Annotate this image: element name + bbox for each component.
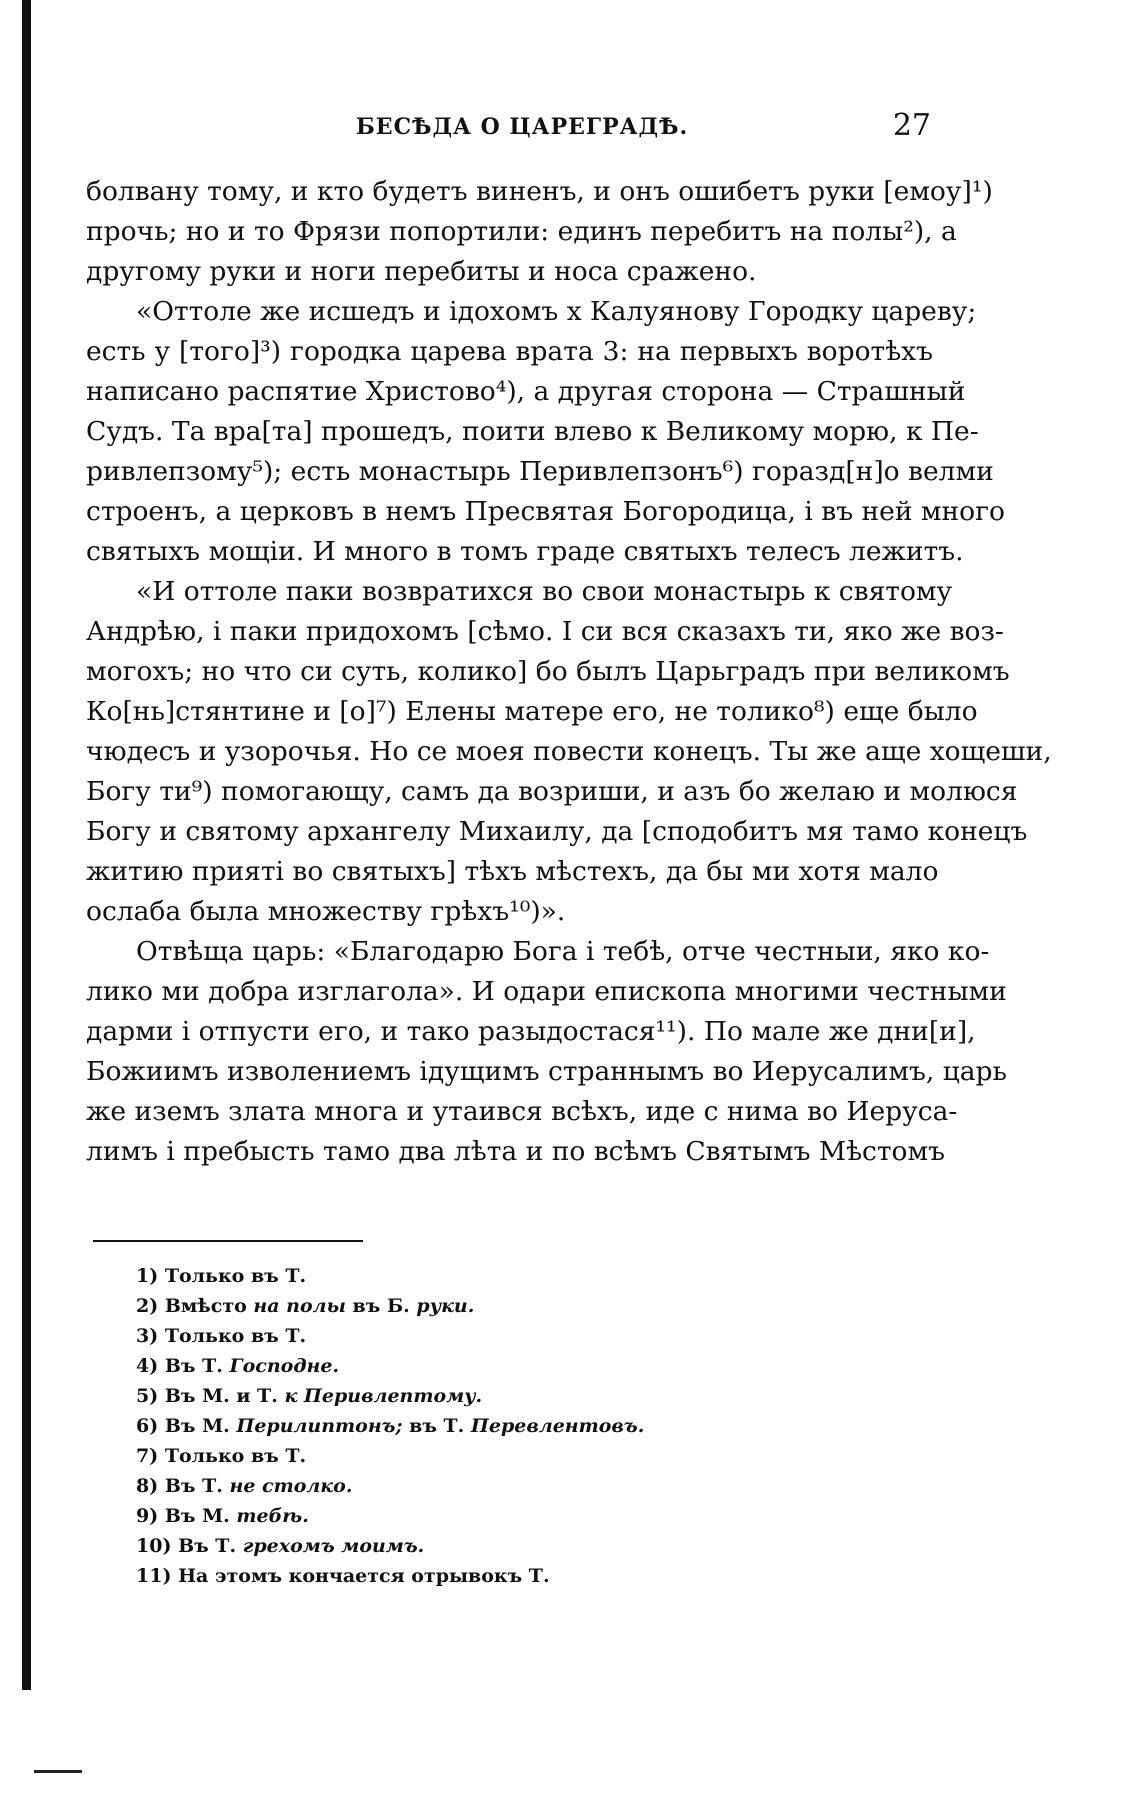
footnote-text: Въ Т. — [164, 1475, 223, 1497]
text-line: житию приятi во святыхъ] тѣхъ мѣстехъ, да бы ми хотя мало — [86, 856, 939, 887]
running-title: БЕСѢДА О ЦАРЕГРАДѢ. — [356, 114, 689, 140]
footnote — [136, 1321, 736, 1351]
footnote-separator — [93, 1240, 363, 1242]
footnote-text: въ Т. — [409, 1415, 465, 1437]
footnote-text: Только въ Т. — [164, 1265, 307, 1287]
text-line: прочь; но и то Фрязи попортили: единъ перебитъ на полы²), а — [86, 216, 957, 247]
footnote-variant: грехомъ моимъ. — [242, 1535, 425, 1557]
footnote-number: 3) — [136, 1325, 159, 1347]
text-line: Божиимъ изволениемъ ідущимъ страннымъ во Иерусалимъ, царь — [86, 1056, 1007, 1087]
footnote-text: Въ Т. — [164, 1355, 223, 1377]
text-line: написано распятие Христово⁴), а другая сторона — Страшный — [86, 376, 966, 407]
page-header — [356, 108, 931, 148]
body-text — [86, 172, 1052, 1172]
footnote-number: 6) — [136, 1415, 159, 1437]
footnote — [136, 1411, 736, 1441]
text-line: лимъ і пребысть тамо два лѣта и по всѣмъ Святымъ Мѣстомъ — [86, 1136, 945, 1167]
text-line: строенъ, а церковъ в немъ Пресвятая Богородица, і въ ней много — [86, 496, 1005, 527]
text-line: дарми і отпусти его, и тако разыдостася¹¹). По мале же дни[и], — [86, 1016, 976, 1047]
text-line: Андрѣю, і паки придохомъ [сѣмо. І си вся сказахъ ти, яко же воз- — [86, 616, 1004, 647]
text-line: же иземъ злата многа и утаився всѣхъ, иде с нима во Иеруса- — [86, 1096, 958, 1127]
footnote-variant: Перевлентовъ. — [470, 1415, 645, 1437]
text-line: ривлепзому⁵); есть монастырь Перивлепзонъ⁶) горазд[н]о велми — [86, 456, 994, 487]
text-line: могохъ; но что си суть, колико] бо былъ Царьградъ при великомъ — [86, 656, 1010, 687]
text-line: лико ми добра изглагола». И одари епископа многими честными — [86, 976, 1007, 1007]
text-line: другому руки и ноги перебиты и носа сражено. — [86, 256, 757, 287]
text-line: ослаба была множеству грѣхъ¹⁰)». — [86, 896, 566, 927]
footnote-text: Въ Т. — [178, 1535, 237, 1557]
text-line: Богу ти⁹) помогающу, самъ да возриши, и азъ бо желаю и молюся — [86, 776, 1018, 807]
footnote — [136, 1531, 736, 1561]
text-line: Судъ. Та вра[та] прошедъ, поити влево к Великому морю, к Пе- — [86, 416, 979, 447]
footnote-number: 9) — [136, 1505, 159, 1527]
footnote-number: 10) — [136, 1535, 172, 1557]
footnote — [136, 1351, 736, 1381]
footnote-text: Въ М. — [164, 1505, 230, 1527]
text-line: Богу и святому архангелу Михаилу, да [сподобитъ мя тамо конецъ — [86, 816, 1028, 847]
footnote — [136, 1381, 736, 1411]
footnote-text: Въ М. — [164, 1415, 230, 1437]
footnote — [136, 1561, 736, 1591]
text-line: Ко[нь]стянтине и [о]⁷) Елены матере его, не толико⁸) еще было — [86, 696, 978, 727]
footnotes — [136, 1261, 736, 1591]
footnote-text: Вмѣсто — [164, 1295, 247, 1317]
footnote — [136, 1501, 736, 1531]
footnote — [136, 1291, 736, 1321]
footnote-number: 2) — [136, 1295, 159, 1317]
footnote-variant: на полы — [253, 1295, 346, 1317]
footnote-number: 7) — [136, 1445, 159, 1467]
footnote-variant: руки. — [416, 1295, 475, 1317]
text-line: чюдесъ и узорочья. Но се моея повести конецъ. Ты же аще хощеши, — [86, 736, 1052, 767]
text-line: Отвѣща царь: «Благодарю Бога і тебѣ, отче честныи, яко ко- — [136, 936, 990, 967]
footnote-text: На этомъ кончается отрывокъ Т. — [178, 1565, 550, 1587]
footnote-text: въ Б. — [352, 1295, 410, 1317]
text-line: болвану тому, и кто будетъ виненъ, и онъ ошибетъ руки [емоу]¹) — [86, 176, 993, 207]
text-line: святыхъ мощіи. И много в томъ граде святыхъ телесъ лежитъ. — [86, 536, 964, 567]
binding-edge — [22, 0, 31, 1690]
text-line: есть у [того]³) городка царева врата 3: на первыхъ воротѣхъ — [86, 336, 933, 367]
footnote — [136, 1441, 736, 1471]
scan-edge-mark — [34, 1770, 82, 1773]
footnote-text: Въ М. и Т. — [164, 1385, 278, 1407]
footnote-number: 8) — [136, 1475, 159, 1497]
footnote-text: Только въ Т. — [164, 1445, 307, 1467]
page-number: 27 — [892, 108, 931, 143]
footnote-number: 4) — [136, 1355, 159, 1377]
footnote-number: 1) — [136, 1265, 159, 1287]
footnote-variant: тебѣ. — [236, 1505, 309, 1527]
footnote-variant: Господне. — [229, 1355, 340, 1377]
footnote-number: 5) — [136, 1385, 159, 1407]
footnote-variant: не столко. — [229, 1475, 353, 1497]
text-line: «Оттоле же исшедъ и ідохомъ х Калуянову Городку цареву; — [136, 296, 977, 327]
text-line: «И оттоле паки возвратихся во свои монастырь к святому — [136, 576, 953, 607]
footnote-number: 11) — [136, 1565, 172, 1587]
footnote — [136, 1471, 736, 1501]
footnote — [136, 1261, 736, 1291]
footnote-text: Только въ Т. — [164, 1325, 307, 1347]
footnote-variant: к Перивлептому. — [284, 1385, 483, 1407]
footnote-variant: Перилиптонъ; — [236, 1415, 403, 1437]
